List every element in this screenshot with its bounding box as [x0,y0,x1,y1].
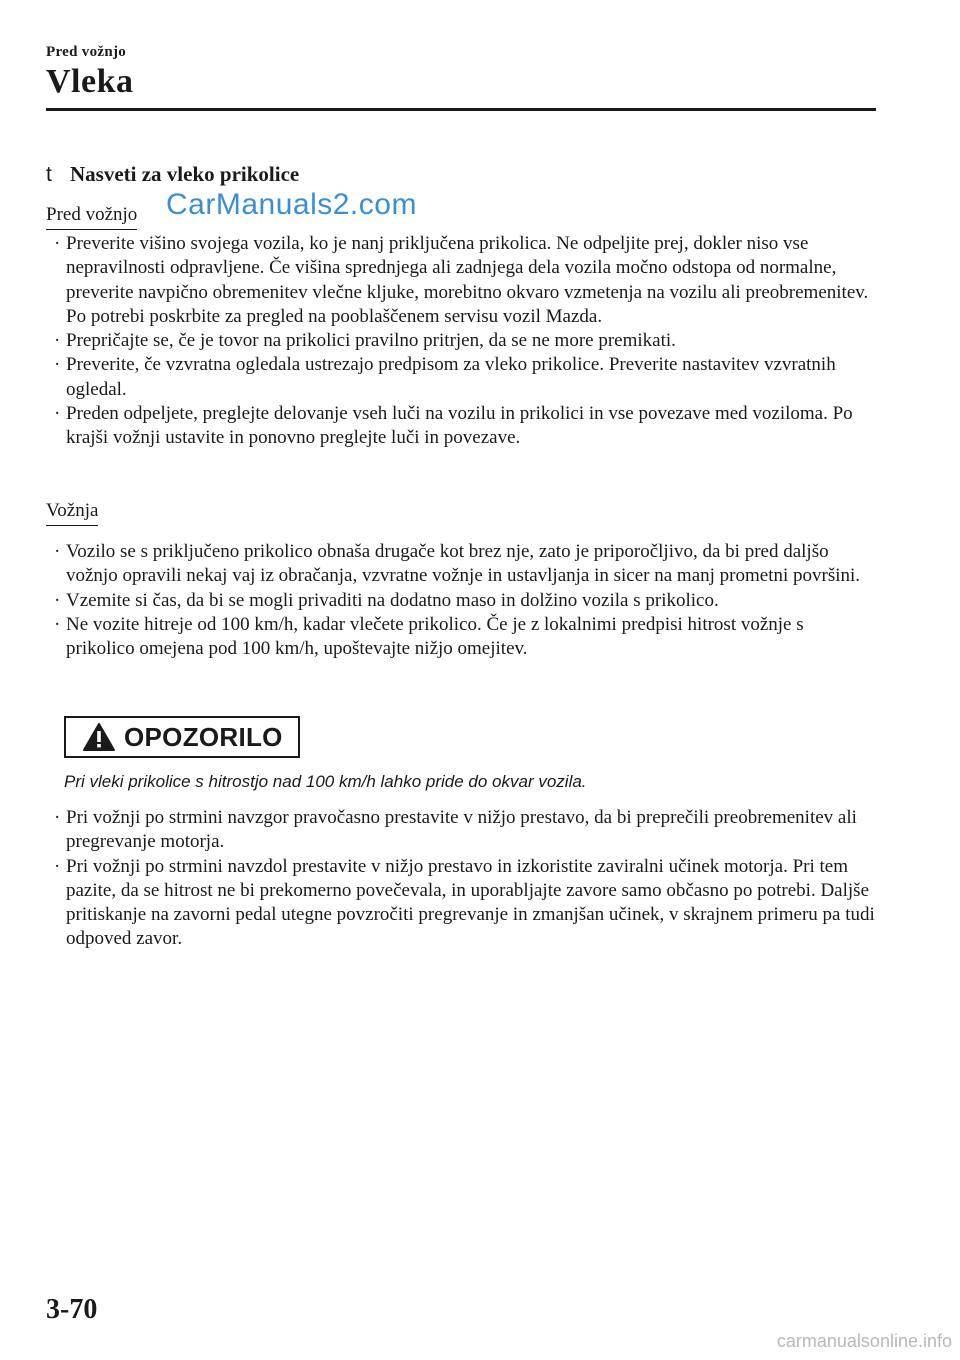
after-warning-list [46,806,876,952]
bullet-icon: · [54,807,61,828]
bullet-icon: · [54,613,61,635]
warning-box [64,716,300,758]
warning-label: OPOZORILO [124,721,283,752]
page-header [46,44,134,101]
bullet-icon: · [54,855,61,877]
list-item: · Preverite, če vzvratna ogledala ustrezajo predpisom za vleko prikolice. Preverite nastavitev vzvratnih ogledal. [54,354,836,400]
warning-text: Pri vleki prikolice s hitrostjo nad 100 km/h lahko pride do okvar vozila. [64,772,587,791]
subheading-driving: Vožnja [46,500,98,526]
bullet-icon: · [54,233,61,254]
list-item: · Vozilo se s priključeno prikolico obnaša drugače kot brez nje, zato je priporočljivo, da bi pred daljšo vožnjo opravili nekaj vaj iz obračanja, vzvratne vožnje in ustavljanja in sicer na manj prometni površini. [54,541,861,587]
footer-site-watermark: carmanualsonline.info [776,1331,952,1351]
warning-triangle-icon [82,722,116,752]
header-kicker: Pred vožnjo [46,44,127,60]
bullet-icon: · [54,354,61,376]
list-item: · Pri vožnji po strmini navzdol prestavite v nižjo prestavo in izkoristite zaviralni učinek motorja. Pri tem pazite, da se hitrost ne bi prekomerno povečevala, in uporabljajte zavore samo občasno po potrebi. Daljše pritiskanje na zavorni pedal utegne povzročiti pregrevanje in zmanjšan učinek, v skrajnem primeru pa tudi odpoved zavor. [54,855,875,950]
before-driving-list [46,232,876,451]
list-item: · Vzemite si čas, da bi se mogli privaditi na dodatno maso in dolžino vozila s prikolico. [46,589,876,613]
watermark-logo: CarManuals2.com [166,188,417,221]
header-rule [46,108,876,111]
page-title: Vleka [46,63,134,100]
list-item: · Preverite višino svojega vozila, ko je nanj priključena prikolica. Ne odpeljite prej, dokler niso vse nepravilnosti odpravljene. Če višina sprednjega ali zadnjega dela vozila močno odstopa od normalne, preverite navpično obremenitev vlečne kljuke, morebitno okvaro vzmetenja na vozilu ali preobremenitev. Po potrebi poskrbite za pregled na pooblaščenem servisu vozil Mazda. [54,233,869,327]
section-heading [46,162,299,187]
driving-list [46,540,876,661]
list-item: · Pri vožnji po strmini navzgor pravočasno prestavite v nižjo prestavo, da bi preprečili preobremenitev ali pregrevanje motorja. [54,807,857,853]
bullet-icon: · [54,589,61,611]
bullet-icon: · [54,541,61,562]
subheading-before-driving: Pred vožnjo [46,204,137,230]
page-number: 3-70 [46,1294,98,1325]
list-item: · Prepričajte se, če je tovor na prikolici pravilno pritrjen, da se ne more premikati. [46,329,876,353]
list-item: · Ne vozite hitreje od 100 km/h, kadar vlečete prikolico. Če je z lokalnimi predpisi hitrost vožnje s prikolico omejena pod 100 km/h, upoštevajte nižjo omejitev. [54,613,804,660]
section-title: Nasveti za vleko prikolice [70,162,300,186]
list-item: · Preden odpeljete, preglejte delovanje vseh luči na vozilu in prikolici in vse povezave med voziloma. Po krajši vožnji ustavite in ponovno preglejte luči in povezave. [54,403,853,449]
section-marker-icon: t [46,163,52,186]
bullet-icon: · [54,403,61,425]
bullet-icon: · [54,330,61,352]
